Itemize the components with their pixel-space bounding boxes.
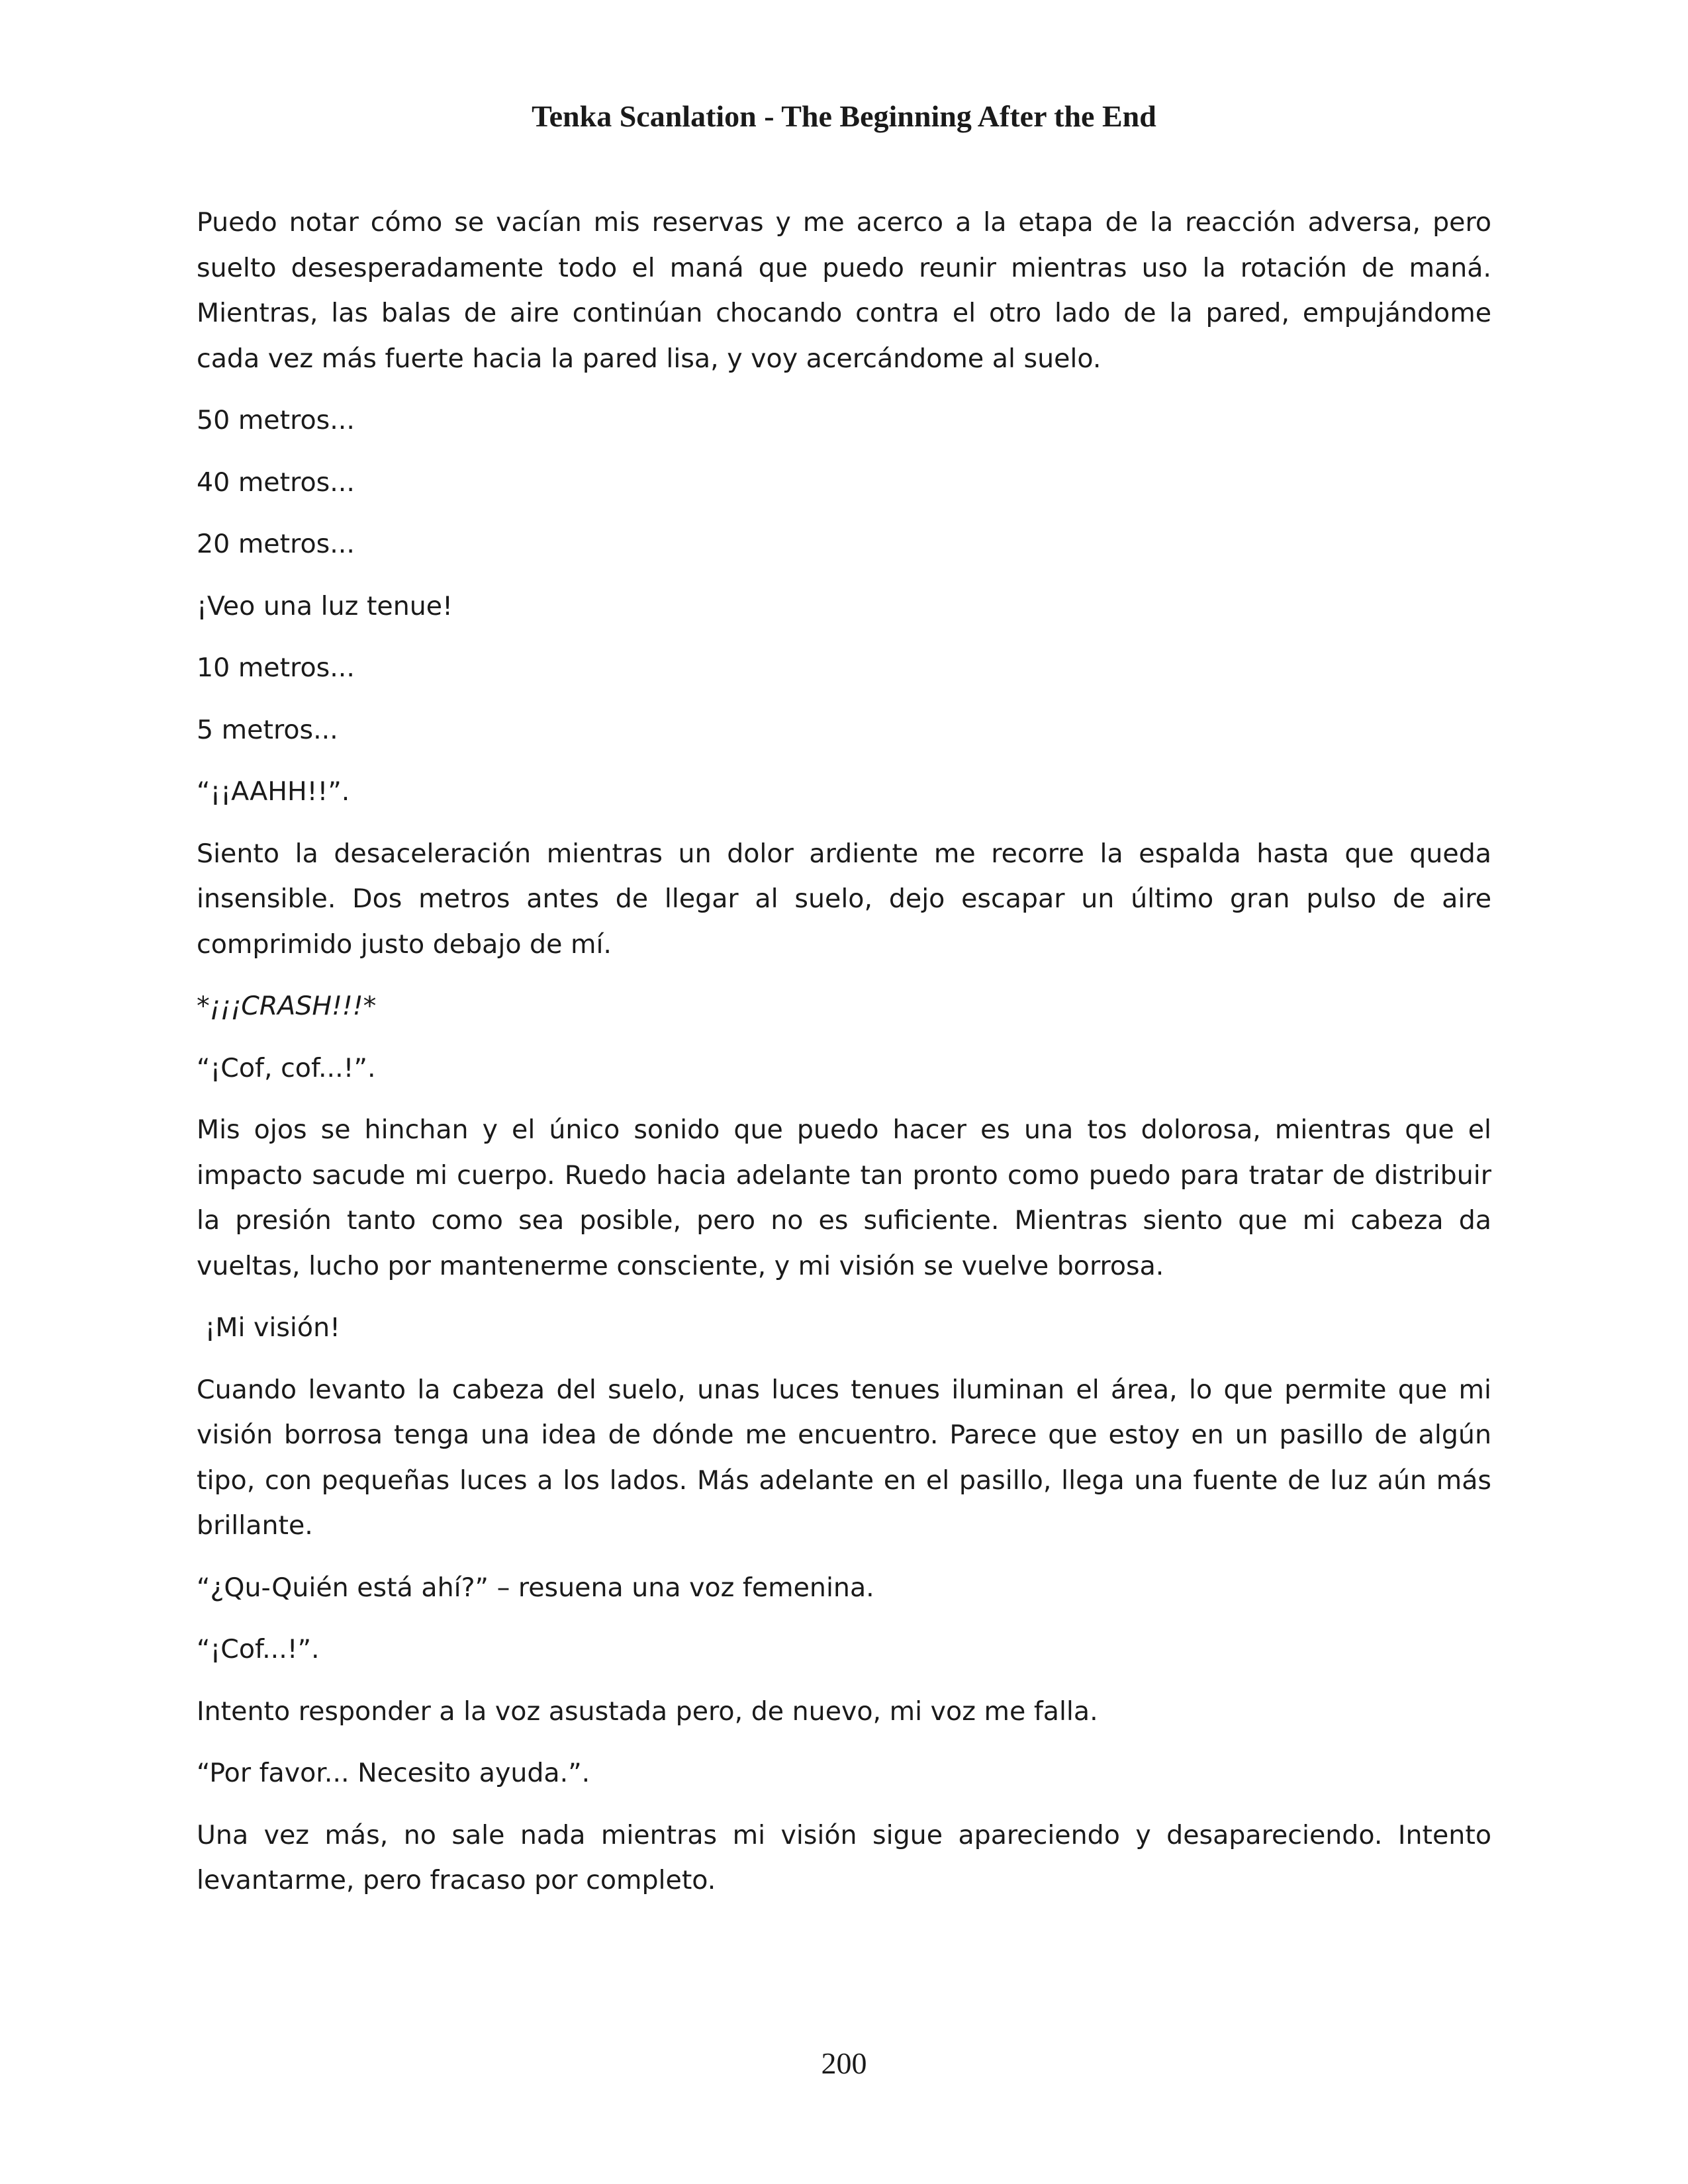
paragraph: 10 metros... xyxy=(197,653,355,683)
paragraph: 20 metros... xyxy=(197,529,355,559)
paragraph: Puedo notar cómo se vacían mis reservas y me acerco a la etapa de la reacción adversa, pero suelto desesperadamente todo el maná que puedo reunir mientras uso la rotación de maná. Mientras, las balas de aire continúan chocando contra el otro lado de la pared, empujándome cada vez más fuerte hacia la pared lisa, y voy acercándome al suelo. xyxy=(197,207,1491,374)
paragraph: “¡Cof, cof...!”. xyxy=(197,1052,376,1083)
page-header-title: Tenka Scanlation - The Beginning After the End xyxy=(532,99,1156,133)
paragraph: Una vez más, no sale nada mientras mi visión sigue apareciendo y desapareciendo. Intento levantarme, pero fracaso por completo. xyxy=(197,1819,1491,1895)
paragraph: 40 metros... xyxy=(197,467,355,498)
paragraph: 50 metros... xyxy=(197,405,355,435)
paragraph: “¡Cof...!”. xyxy=(197,1634,320,1664)
page-number: 200 xyxy=(821,2046,867,2080)
paragraph: Mis ojos se hinchan y el único sonido que puedo hacer es una tos dolorosa, mientras que el impacto sacude mi cuerpo. Ruedo hacia adelante tan pronto como puedo para tratar de distribuir la presión tanto como sea posible, pero no es suficiente. Mientras siento que mi cabeza da vueltas, lucho por mantenerme consciente, y mi visión se vuelve borrosa. xyxy=(197,1115,1491,1281)
paragraph: Siento la desaceleración mientras un dolor ardiente me recorre la espalda hasta que queda insensible. Dos metros antes de llegar al suelo, dejo escapar un último gran pulso de aire comprimido justo debajo de mí. xyxy=(197,838,1491,960)
paragraph: “Por favor... Necesito ayuda.”. xyxy=(197,1758,590,1788)
paragraph: ¡Veo una luz tenue! xyxy=(197,590,453,621)
paragraph: 5 metros... xyxy=(197,714,338,745)
paragraph: ¡Mi visión! xyxy=(197,1312,340,1343)
paragraph: Intento responder a la voz asustada pero, de nuevo, mi voz me falla. xyxy=(197,1696,1098,1727)
paragraph: “¿Qu-Quién está ahí?” – resuena una voz femenina. xyxy=(197,1572,874,1603)
paragraph: “¡¡AAHH!!”. xyxy=(197,776,350,807)
paragraph: Cuando levanto la cabeza del suelo, unas luces tenues iluminan el área, lo que permite que mi visión borrosa tenga una idea de dónde me encuentro. Parece que estoy en un pasillo de algún tipo, con pequeñas luces a los lados. Más adelante en el pasillo, llega una fuente de luz aún más brillante. xyxy=(197,1374,1491,1541)
page-body xyxy=(197,200,1491,1920)
paragraph-sound-effect: *¡¡¡CRASH!!!* xyxy=(197,991,377,1021)
